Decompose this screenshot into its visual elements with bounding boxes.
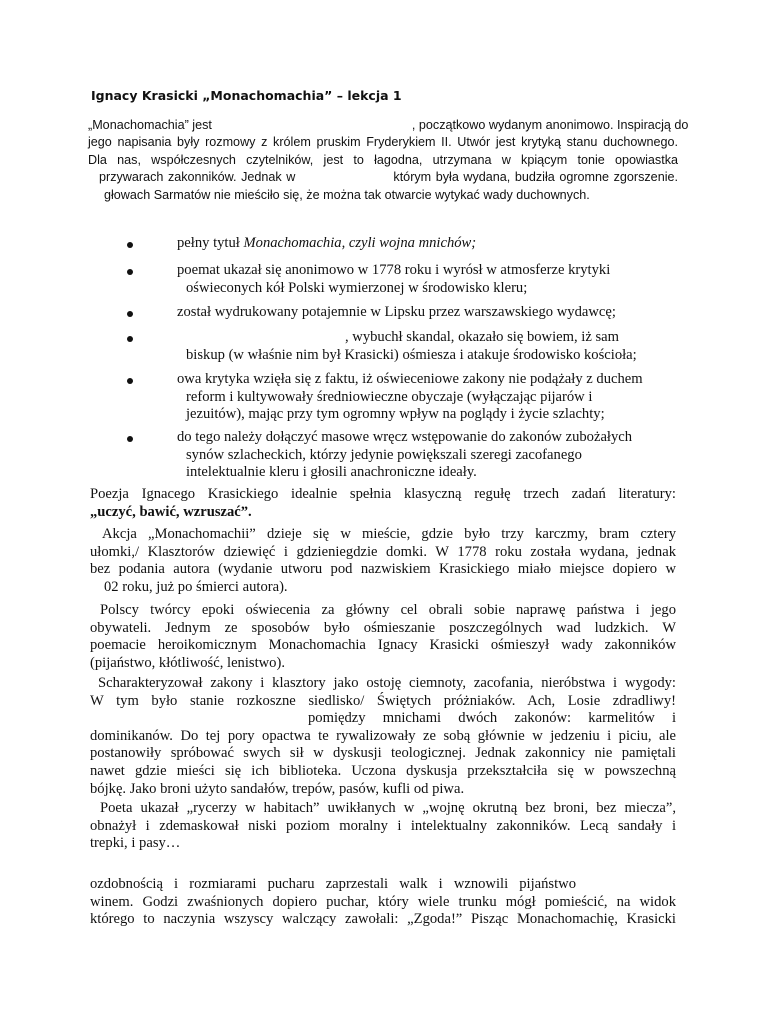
paragraph-line: Polscy twórcy epoki oświecenia za główny cel obrali sobie naprawę państwa i jego	[100, 602, 676, 618]
body-paragraph	[90, 876, 676, 929]
paragraph-line: obnażył i zdemaskował niski poziom moralny i intelektualny zakonników. Lecą sandały i	[90, 817, 676, 834]
paragraph-line: bez podania autora (wydanie utworu pod nazwiskiem Krasickiego miało miejsce dopiero w	[90, 561, 676, 578]
bullet-dot	[127, 242, 133, 248]
list-item-text: biskup (w właśnie nim był Krasicki) ośmiesza i atakuje środowisko kościoła;	[186, 346, 637, 363]
paragraph-line: Akcja „Monachomachii” dzieje się w mieście, gdzie było trzy karczmy, bram cztery	[102, 526, 676, 542]
intro-text: Dla nas, współczesnych czytelników, jest to łagodna, utrzymana w kpiącym tonie opowiastka	[88, 152, 678, 167]
paragraph-line: W tym było stanie rozkoszne siedlisko/ Świętych próżniaków. Ach, Losie zdradliwy!	[90, 692, 676, 709]
paragraph-line: (pijaństwo, kłótliwość, lenistwo).	[90, 654, 285, 671]
paragraph-line: bójkę. Jako broni użyto sandałów, trepów, pasów, kufli od piwa.	[90, 780, 465, 797]
paragraph-line: 02 roku, już po śmierci autora).	[104, 578, 288, 595]
paragraph-line: ozdobnością i rozmiarami pucharu zaprzestali walk i wznowili pijaństwo	[90, 876, 576, 892]
page-title: Ignacy Krasicki „Monachomachia” – lekcja 1	[91, 88, 402, 103]
paragraph-line: Poezja Ignacego Krasickiego idealnie spełnia klasyczną regułę trzech zadań literatury:	[90, 486, 676, 502]
body-paragraph	[90, 486, 676, 521]
bullet-dot	[127, 269, 133, 275]
bullet-dot	[127, 436, 133, 442]
body-paragraph	[90, 675, 676, 798]
body-paragraph	[90, 526, 676, 596]
paragraph-line: „uczyć, bawić, wzruszać”.	[90, 503, 252, 520]
intro-text: , początkowo wydanym anonimowo. Inspiracją do	[411, 118, 689, 132]
intro-text: „Monachomachia” jest	[88, 118, 212, 132]
bullet-dot	[127, 378, 133, 384]
list-item-text: intelektualnie kleru i głosili anachroniczne ideały.	[186, 464, 477, 481]
paragraph-line: postanowiły spróbować swych sił w dyskusji teologicznej. Jednak zakonnicy nie pamiętali	[90, 745, 676, 762]
intro-paragraph	[88, 117, 689, 204]
list-item-text: oświeconych kół Polski wymierzonej w środowisko kleru;	[186, 279, 528, 296]
paragraph-line: pomiędzy mnichami dwóch zakonów: karmelitów i	[308, 710, 676, 727]
paragraph-line: trepki, i pasy…	[90, 835, 181, 852]
intro-text: jego napisania były rozmowy z królem pruskim Fryderykiem II. Utwór jest krytyką stanu duchownego.	[88, 135, 678, 150]
paragraph-line: obywateli. Jednym ze sposobów było ośmieszanie poszczególnych wad ludzkich. W	[90, 619, 676, 636]
list-item-text: reform i kultywowały średniowieczne obyczaje (wyłączając pijarów i	[186, 388, 593, 405]
paragraph-line: poemacie heroikomicznym Monachomachia Ignacy Krasicki ośmieszył wady zakonników	[90, 637, 676, 654]
list-item-text: został wydrukowany potajemnie w Lipsku przez warszawskiego wydawcę;	[177, 304, 616, 320]
paragraph-line: Poeta ukazał „rycerzy w habitach” uwikłanych w „wojnę okrutną bez broni, bez miecza”,	[100, 800, 676, 816]
paragraph-line: winem. Godzi zwaśnionych dopiero puchar, który wiele trunku mógł pomieścić, na widok	[90, 893, 676, 910]
paragraph-line: Scharakteryzował zakony i klasztory jako ostoję ciemnoty, zacofania, nieróbstwa i wygody:	[98, 675, 676, 691]
list-item-text: jezuitów), mając przy tym ogromny wpływ na poglądy i życie szlachty;	[186, 406, 605, 423]
paragraph-line: dominikanów. Do tej pory opactwa te rywalizowały ze sobą głównie w jedzeniu i piciu, ale	[90, 727, 676, 744]
list-item-text: owa krytyka wzięła się z faktu, iż oświeceniowe zakony nie podążały z duchem	[177, 371, 643, 387]
body-paragraph	[90, 602, 676, 672]
list-item-text: , wybuchł skandal, okazało się bowiem, iż sam	[345, 329, 619, 345]
list-item-text: pełny tytuł	[177, 235, 244, 251]
intro-text: którym była wydana, budziła ogromne zgorszenie.	[393, 170, 678, 185]
list-item-text: do tego należy dołączyć masowe wręcz wstępowanie do zakonów zubożałych	[177, 429, 633, 445]
paragraph-line: nawet gdzie mieści się ich biblioteka. Uczona dyskusja przekształciła się w powszechną	[90, 762, 676, 779]
bullet-dot	[127, 336, 133, 342]
list-item-text: poemat ukazał się anonimowo w 1778 roku i wyrósł w atmosferze krytyki	[177, 262, 611, 278]
list-item-text: Monachomachia, czyli wojna mnichów;	[243, 235, 477, 251]
intro-text: głowach Sarmatów nie mieściło się, że można tak otwarcie wytykać wady duchownych.	[104, 187, 590, 202]
paragraph-line: ułomki,/ Klasztorów dziewięć i gdzieniegdzie domki. W 1778 roku została wydana, jednak	[90, 543, 676, 560]
list-item-text: synów szlacheckich, którzy jedynie powiększali szeregi zacofanego	[186, 446, 582, 463]
bullet-dot	[127, 311, 133, 317]
intro-text: przywarach zakonników. Jednak w	[99, 170, 296, 185]
paragraph-line: którego to naczynia wszyscy walczący zawołali: „Zgoda!” Pisząc Monachomachię, Krasicki	[90, 911, 676, 928]
body-paragraph	[90, 800, 676, 853]
